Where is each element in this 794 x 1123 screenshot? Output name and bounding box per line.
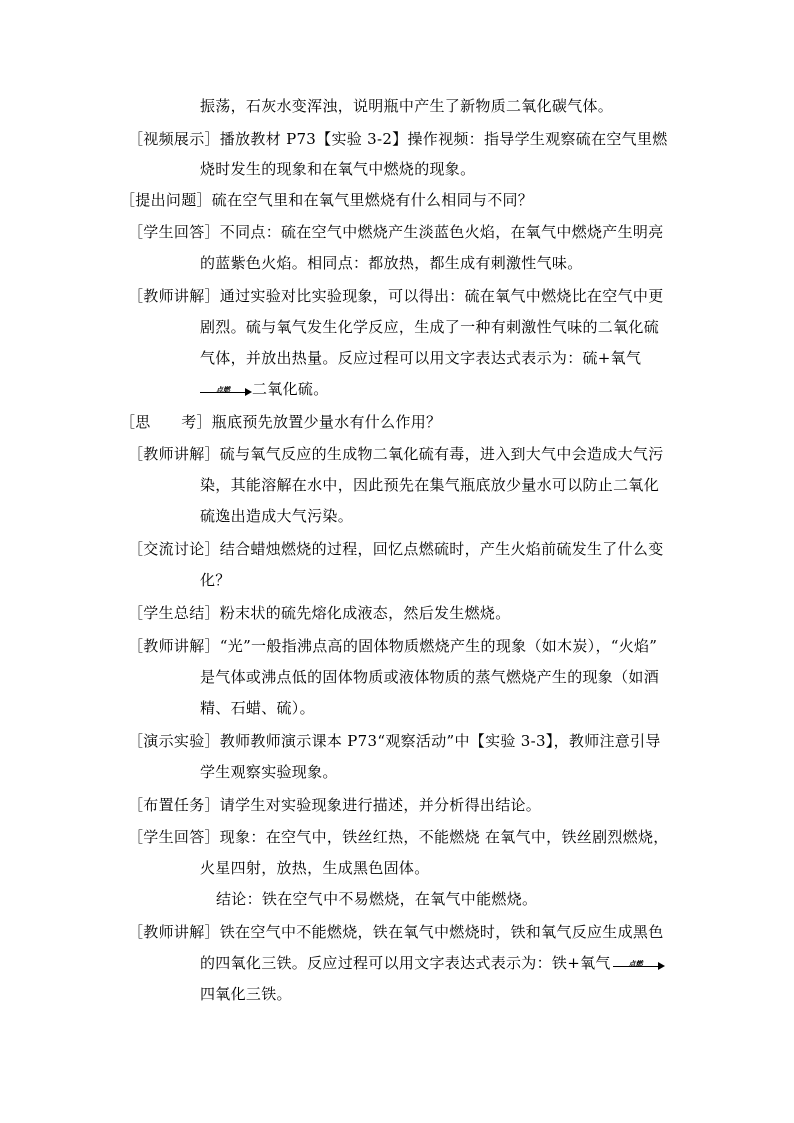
text-line-6: 的蓝紫色火焰。相同点：都放热，都生成有刺激性气味。 [200, 254, 583, 272]
text-line-8: 剧烈。硫与氧气发生化学反应，生成了一种有刺激性气味的二氧化硫 [200, 318, 660, 336]
text-line-29: 四氧化三铁。 [200, 985, 292, 1003]
text-line-14: 硫逸出造成大气污染。 [200, 507, 354, 525]
text-line-28 [200, 953, 665, 973]
text-line-1: 振荡，石灰水变浑浊，说明瓶中产生了新物质二氧化碳气体。 [200, 97, 614, 115]
text-line-21: ［演示实验］教师教师演示课本 P73“观察活动”中【实验 3-3】，教师注意引导 [128, 732, 661, 750]
text-line-20: 精、石蜡、硫）。 [200, 699, 315, 717]
text-line-26: 结论：铁在空气中不易燃烧，在氧气中能燃烧。 [216, 890, 538, 908]
arrow-condition: 点燃 [216, 385, 230, 394]
text-line-4: ［提出问题］硫在空气里和在氧气里燃烧有什么相同与不同？ [120, 191, 534, 209]
text-line-17: ［学生总结］粉末状的硫先熔化成液态，然后发生燃烧。 [128, 604, 511, 622]
text-line-27: ［教师讲解］铁在空气中不能燃烧，铁在氧气中燃烧时，铁和氧气反应生成黑色 [128, 923, 664, 941]
text-line-15: ［交流讨论］结合蜡烛燃烧的过程，回忆点燃硫时，产生火焰前硫发生了什么变 [128, 540, 664, 558]
sulfur-product: 二氧化硫。 [252, 380, 329, 398]
text-line-10 [200, 379, 329, 399]
reaction-arrow-icon [613, 957, 665, 971]
text-line-3: 烧时发生的现象和在氧气中燃烧的现象。 [200, 160, 476, 178]
text-line-18: ［教师讲解］“光”一般指沸点高的固体物质燃烧产生的现象（如木炭），“火焰” [128, 637, 658, 655]
text-line-19: 是气体或沸点低的固体物质或液体物质的蒸气燃烧产生的现象（如酒 [200, 668, 660, 686]
reaction-arrow-icon [200, 383, 252, 397]
arrow-condition: 点燃 [628, 959, 643, 968]
text-line-7: ［教师讲解］通过实验对比实验现象，可以得出：硫在氧气中燃烧比在空气中更 [128, 287, 664, 305]
text-line-22: 学生观察实验现象。 [200, 763, 338, 781]
text-line-25: 火星四射，放热，生成黑色固体。 [200, 859, 430, 877]
text-line-9: 气体，并放出热量。反应过程可以用文字表达式表示为：硫+氧气 [200, 349, 642, 367]
text-line-13: 染，其能溶解在水中，因此预先在集气瓶底放少量水可以防止二氧化 [200, 476, 660, 494]
text-line-2: ［视频展示］播放教材 P73【实验 3-2】操作视频：指导学生观察硫在空气里燃 [128, 130, 668, 148]
text-line-24: ［学生回答］现象：在空气中，铁丝红热，不能燃烧 在氧气中，铁丝剧烈燃烧， [128, 828, 669, 846]
text-line-16: 化？ [200, 571, 231, 589]
text-line-23: ［布置任务］请学生对实验现象进行描述，并分析得出结论。 [128, 796, 542, 814]
text-line-12: ［教师讲解］硫与氧气反应的生成物二氧化硫有毒，进入到大气中会造成大气污 [128, 445, 664, 463]
iron-reaction-text: 的四氧化三铁。反应过程可以用文字表达式表示为：铁+氧气 [200, 954, 611, 972]
text-line-5: ［学生回答］不同点：硫在空气中燃烧产生淡蓝色火焰，在氧气中燃烧产生明亮 [128, 223, 664, 241]
text-line-11: ［思 考］瓶底预先放置少量水有什么作用？ [120, 413, 442, 431]
